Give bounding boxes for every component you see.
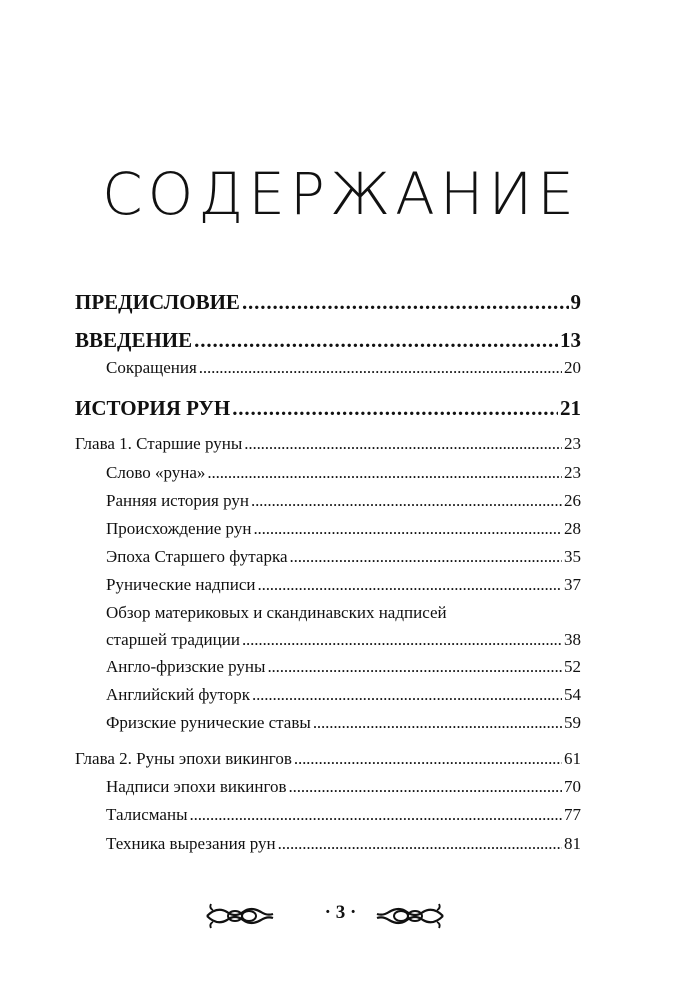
toc-entry-page: 23 <box>564 463 581 482</box>
toc-entry-page: 59 <box>564 713 581 732</box>
dot-leader <box>278 834 562 854</box>
toc-entry-history-of-runes[interactable] <box>75 396 581 421</box>
dot-leader <box>232 396 558 421</box>
dot-leader <box>242 290 569 315</box>
toc-entry-rune-carving[interactable] <box>106 834 581 854</box>
dot-leader <box>252 685 562 705</box>
toc-entry-label: Надписи эпохи викингов <box>106 777 287 796</box>
toc-entry-label: Происхождение рун <box>106 519 252 538</box>
toc-entry-label: Талисманы <box>106 805 188 824</box>
toc-entry-overview-inscriptions[interactable] <box>106 630 581 650</box>
toc-entry-page: 20 <box>564 358 581 377</box>
toc-entry-frisian-runic-staves[interactable] <box>106 713 581 733</box>
toc-entry-page: 13 <box>560 328 581 352</box>
dot-leader <box>207 463 562 483</box>
dot-leader <box>290 547 562 567</box>
toc-entry-label-line1: Обзор материковых и скандинавских надписей <box>106 603 447 622</box>
toc-entry-chapter-1[interactable] <box>75 434 581 454</box>
toc-entry-preface[interactable] <box>75 290 581 315</box>
dot-leader <box>190 805 563 825</box>
toc-entry-label: Глава 1. Старшие руны <box>75 434 243 453</box>
dot-leader <box>251 491 562 511</box>
toc-entry-talismans[interactable] <box>106 805 581 825</box>
toc-entry-label: Ранняя история рун <box>106 491 249 510</box>
toc-entry-label: Техника вырезания рун <box>106 834 276 853</box>
toc-entry-page: 54 <box>564 685 581 704</box>
toc-entry-label: старшей традиции <box>106 630 240 649</box>
toc-entry-early-history[interactable] <box>106 491 581 511</box>
toc-entry-page: 70 <box>564 777 581 796</box>
dot-leader <box>244 434 562 454</box>
toc-entry-label: Слово «руна» <box>106 463 206 482</box>
page-number: · 3 · <box>324 902 357 923</box>
toc-entry-label: Англо-фризские руны <box>106 657 266 676</box>
dot-leader <box>267 657 562 677</box>
toc-entry-page: 21 <box>560 396 581 420</box>
toc-entry-label: Глава 2. Руны эпохи викингов <box>75 749 292 768</box>
dot-leader <box>258 575 563 595</box>
toc-entry-word-rune[interactable] <box>106 463 581 483</box>
right-ornament-icon <box>375 900 445 932</box>
dot-leader <box>294 749 562 769</box>
toc-entry-page: 9 <box>570 290 581 314</box>
toc-entry-label: Фризские рунические ставы <box>106 713 311 732</box>
toc-entry-page: 37 <box>564 575 581 594</box>
toc-entry-page: 26 <box>564 491 581 510</box>
dot-leader <box>313 713 562 733</box>
toc-entry-page: 38 <box>564 630 581 649</box>
toc-entry-abbreviations[interactable] <box>106 358 581 378</box>
toc-entry-anglo-frisian[interactable] <box>106 657 581 677</box>
toc-entry-page: 52 <box>564 657 581 676</box>
toc-entry-page: 35 <box>564 547 581 566</box>
toc-entry-viking-age-inscriptions[interactable] <box>106 777 581 797</box>
toc-entry-elder-futhark-era[interactable] <box>106 547 581 567</box>
toc-entry-page: 81 <box>564 834 581 853</box>
toc-entry-page: 23 <box>564 434 581 453</box>
toc-entry-label: Сокращения <box>106 358 197 377</box>
dot-leader <box>199 358 562 378</box>
toc-entry-label: Английский футорк <box>106 685 250 704</box>
dot-leader <box>242 630 562 650</box>
toc-entry-introduction[interactable] <box>75 328 581 353</box>
page-title: СОДЕРЖАНИЕ <box>102 160 579 228</box>
dot-leader <box>253 519 562 539</box>
toc-entry-label: ИСТОРИЯ РУН <box>75 396 231 420</box>
toc-entry-english-futhorc[interactable] <box>106 685 581 705</box>
toc-entry-runic-inscriptions[interactable] <box>106 575 581 595</box>
toc-entry-label: Рунические надписи <box>106 575 256 594</box>
toc-entry-origin[interactable] <box>106 519 581 539</box>
toc-entry-page: 61 <box>564 749 581 768</box>
toc-entry-label: Эпоха Старшего футарка <box>106 547 288 566</box>
toc-entry-label: ВВЕДЕНИЕ <box>75 328 193 352</box>
toc-entry-chapter-2[interactable] <box>75 749 581 769</box>
dot-leader <box>194 328 558 353</box>
dot-leader <box>289 777 562 797</box>
toc-entry-page: 28 <box>564 519 581 538</box>
toc-entry-label: ПРЕДИСЛОВИЕ <box>75 290 240 314</box>
toc-entry-page: 77 <box>564 805 581 824</box>
